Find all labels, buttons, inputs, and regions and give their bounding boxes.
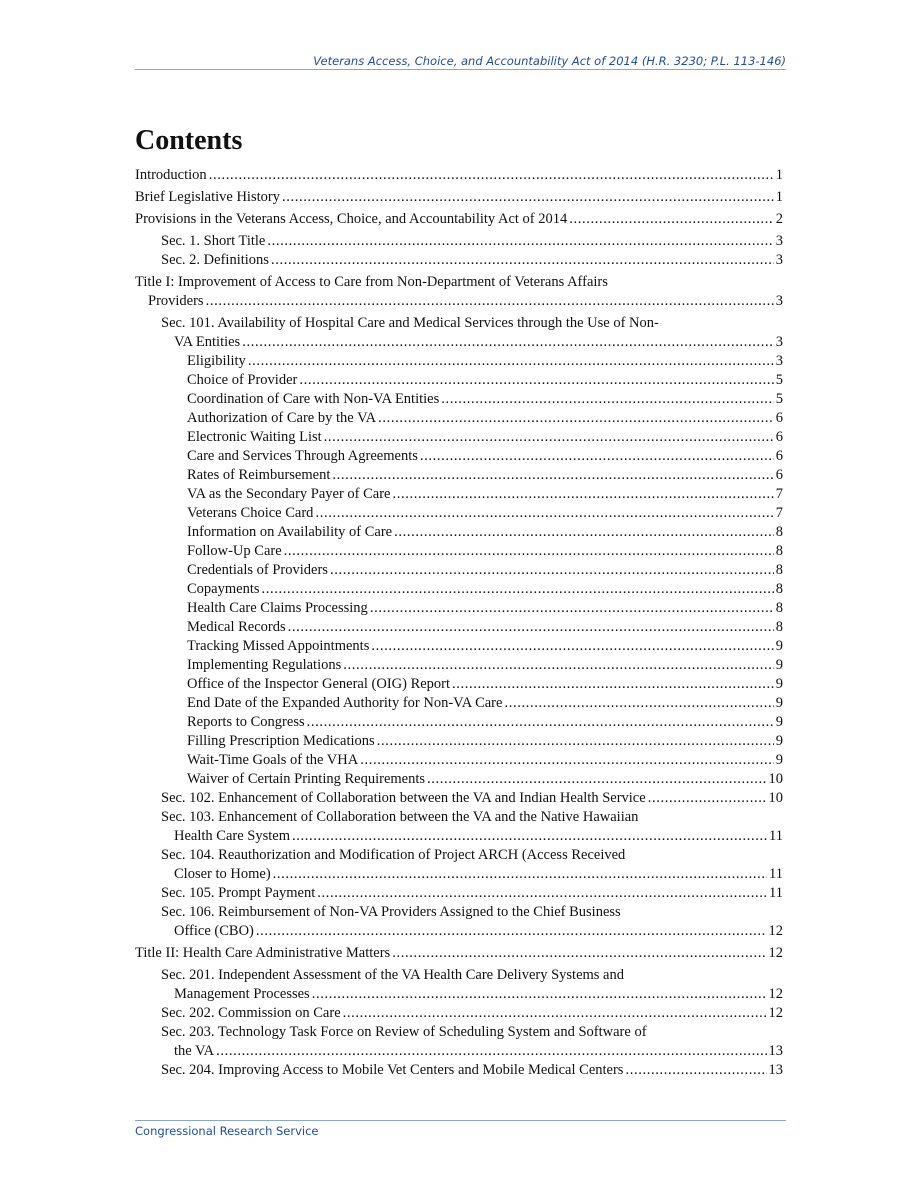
toc-page: 3 <box>775 233 783 249</box>
table-of-contents <box>135 166 783 1080</box>
leader-dots <box>317 884 767 903</box>
toc-entry-sec2[interactable] <box>135 251 783 270</box>
toc-page: 6 <box>775 448 783 464</box>
toc-entry-title1[interactable] <box>135 273 783 311</box>
toc-label-line1: Sec. 203. Technology Task Force on Review of Scheduling System and Software of <box>161 1024 647 1040</box>
toc-label-line1: Sec. 104. Reauthorization and Modification of Project ARCH (Access Received <box>161 847 626 863</box>
leader-dots <box>299 371 773 390</box>
toc-label: Sec. 2. Definitions <box>161 252 269 268</box>
leader-dots <box>394 523 774 542</box>
toc-label: Coordination of Care with Non-VA Entities <box>187 391 440 407</box>
toc-page: 9 <box>775 714 783 730</box>
toc-page: 7 <box>775 486 783 502</box>
toc-entry-brief-history[interactable] <box>135 188 783 207</box>
leader-dots <box>343 656 774 675</box>
toc-entry-title2[interactable] <box>135 944 783 963</box>
toc-page: 9 <box>775 638 783 654</box>
leader-dots <box>648 789 767 808</box>
toc-label: Copayments <box>187 581 260 597</box>
toc-label: Office of the Inspector General (OIG) Report <box>187 676 451 692</box>
leader-dots <box>420 447 774 466</box>
header-rule <box>135 69 786 70</box>
toc-label: Filling Prescription Medications <box>187 733 375 749</box>
toc-page: 9 <box>775 676 783 692</box>
leader-dots <box>248 352 774 371</box>
leader-dots <box>206 292 774 311</box>
toc-page: 11 <box>769 828 783 844</box>
leader-dots <box>392 485 773 504</box>
toc-label-line2: Closer to Home) <box>174 866 271 882</box>
leader-dots <box>392 944 766 963</box>
footer-text: Congressional Research Service <box>135 1124 319 1138</box>
toc-page: 12 <box>768 1005 783 1021</box>
toc-label: Provisions in the Veterans Access, Choice, and Accountability Act of 2014 <box>135 211 568 227</box>
toc-page: 3 <box>775 353 783 369</box>
leader-dots <box>282 188 774 207</box>
toc-entry-sec105[interactable] <box>135 884 783 903</box>
toc-subentry[interactable] <box>135 428 783 447</box>
toc-page: 10 <box>768 771 783 787</box>
toc-entry-introduction[interactable] <box>135 166 783 185</box>
toc-label: Sec. 202. Commission on Care <box>161 1005 341 1021</box>
toc-page: 8 <box>775 600 783 616</box>
toc-subentry[interactable] <box>135 504 783 523</box>
toc-page: 7 <box>775 505 783 521</box>
toc-subentry[interactable] <box>135 447 783 466</box>
toc-entry-sec203[interactable] <box>135 1023 783 1061</box>
leader-dots <box>242 333 774 352</box>
toc-label: Sec. 102. Enhancement of Collaboration between the VA and Indian Health Service <box>161 790 646 806</box>
toc-page: 6 <box>775 467 783 483</box>
leader-dots <box>315 504 773 523</box>
toc-label-line1: Sec. 103. Enhancement of Collaboration between the VA and the Native Hawaiian <box>161 809 639 825</box>
leader-dots <box>216 1042 766 1061</box>
toc-page: 9 <box>775 657 783 673</box>
toc-label: Reports to Congress <box>187 714 305 730</box>
toc-subentry[interactable] <box>135 371 783 390</box>
toc-subentry[interactable] <box>135 732 783 751</box>
leader-dots <box>332 466 773 485</box>
toc-label: Title II: Health Care Administrative Matters <box>135 945 391 961</box>
toc-entry-sec1[interactable] <box>135 232 783 251</box>
toc-page: 13 <box>768 1062 783 1078</box>
toc-page: 8 <box>775 562 783 578</box>
leader-dots <box>370 599 774 618</box>
toc-entry-provisions[interactable] <box>135 210 783 229</box>
toc-page: 8 <box>775 543 783 559</box>
toc-page: 3 <box>775 252 783 268</box>
toc-label: Brief Legislative History <box>135 189 280 205</box>
toc-subentry[interactable] <box>135 694 783 713</box>
leader-dots <box>271 251 774 270</box>
toc-subentry[interactable] <box>135 580 783 599</box>
leader-dots <box>262 580 774 599</box>
toc-page: 11 <box>769 866 783 882</box>
toc-entry-sec101[interactable] <box>135 314 783 352</box>
toc-label: Waiver of Certain Printing Requirements <box>187 771 426 787</box>
toc-label: Care and Services Through Agreements <box>187 448 418 464</box>
toc-label: End Date of the Expanded Authority for Non-VA Care <box>187 695 503 711</box>
toc-label-line1: Sec. 106. Reimbursement of Non-VA Providers Assigned to the Chief Business <box>161 904 621 920</box>
toc-label-line1: Sec. 101. Availability of Hospital Care and Medical Services through the Use of Non- <box>161 315 659 331</box>
toc-page: 12 <box>768 945 783 961</box>
toc-label: Health Care Claims Processing <box>187 600 368 616</box>
toc-subentry[interactable] <box>135 409 783 428</box>
leader-dots <box>371 637 773 656</box>
toc-subentry[interactable] <box>135 770 783 789</box>
toc-page: 9 <box>775 695 783 711</box>
toc-subentry[interactable] <box>135 599 783 618</box>
leader-dots <box>569 210 774 229</box>
toc-page: 6 <box>775 429 783 445</box>
toc-label: Choice of Provider <box>187 372 298 388</box>
leader-dots <box>324 428 774 447</box>
toc-label: Authorization of Care by the VA <box>187 410 377 426</box>
toc-label: Introduction <box>135 167 207 183</box>
toc-label: Wait-Time Goals of the VHA <box>187 752 359 768</box>
leader-dots <box>378 409 774 428</box>
toc-label-line1: Sec. 201. Independent Assessment of the VA Health Care Delivery Systems and <box>161 967 624 983</box>
leader-dots <box>452 675 774 694</box>
toc-page: 5 <box>775 391 783 407</box>
toc-label: VA as the Secondary Payer of Care <box>187 486 391 502</box>
toc-label: Electronic Waiting List <box>187 429 322 445</box>
toc-page: 8 <box>775 619 783 635</box>
toc-subentry[interactable] <box>135 751 783 770</box>
toc-label-line2: the VA <box>174 1043 215 1059</box>
leader-dots <box>360 751 774 770</box>
toc-page: 12 <box>768 986 783 1002</box>
toc-label-line2: Providers <box>148 293 204 309</box>
toc-label: Implementing Regulations <box>187 657 342 673</box>
toc-page: 5 <box>775 372 783 388</box>
leader-dots <box>288 618 774 637</box>
toc-subentry[interactable] <box>135 390 783 409</box>
toc-label-line2: VA Entities <box>174 334 241 350</box>
toc-label: Eligibility <box>187 353 246 369</box>
toc-page: 9 <box>775 752 783 768</box>
toc-page: 8 <box>775 581 783 597</box>
toc-label: Tracking Missed Appointments <box>187 638 370 654</box>
page-title: Contents <box>135 125 243 156</box>
leader-dots <box>307 713 774 732</box>
leader-dots <box>292 827 767 846</box>
toc-entry-sec201[interactable] <box>135 966 783 1004</box>
toc-entry-sec202[interactable] <box>135 1004 783 1023</box>
toc-page: 8 <box>775 524 783 540</box>
leader-dots <box>209 166 774 185</box>
leader-dots <box>441 390 774 409</box>
toc-label-line1: Title I: Improvement of Access to Care from Non-Department of Veterans Affairs <box>135 274 608 290</box>
toc-label: Rates of Reimbursement <box>187 467 331 483</box>
toc-entry-sec204[interactable] <box>135 1061 783 1080</box>
toc-subentry[interactable] <box>135 523 783 542</box>
toc-page: 3 <box>775 334 783 350</box>
toc-page: 13 <box>768 1043 783 1059</box>
toc-label-line2: Management Processes <box>174 986 310 1002</box>
toc-page: 2 <box>775 211 783 227</box>
toc-label: Sec. 1. Short Title <box>161 233 266 249</box>
toc-label: Sec. 105. Prompt Payment <box>161 885 316 901</box>
toc-subentry[interactable] <box>135 542 783 561</box>
toc-label: Sec. 204. Improving Access to Mobile Vet Centers and Mobile Medical Centers <box>161 1062 624 1078</box>
toc-label: Follow-Up Care <box>187 543 282 559</box>
toc-subentry[interactable] <box>135 485 783 504</box>
toc-label: Information on Availability of Care <box>187 524 393 540</box>
leader-dots <box>312 985 767 1004</box>
leader-dots <box>284 542 774 561</box>
toc-page: 11 <box>769 885 783 901</box>
toc-page: 12 <box>768 923 783 939</box>
toc-subentry[interactable] <box>135 618 783 637</box>
toc-label-line2: Office (CBO) <box>174 923 254 939</box>
toc-label-line2: Health Care System <box>174 828 290 844</box>
leader-dots <box>267 232 773 251</box>
toc-page: 6 <box>775 410 783 426</box>
toc-page: 1 <box>775 167 783 183</box>
toc-subentry[interactable] <box>135 713 783 732</box>
toc-subentry[interactable] <box>135 352 783 371</box>
leader-dots <box>377 732 774 751</box>
leader-dots <box>330 561 774 580</box>
leader-dots <box>504 694 773 713</box>
toc-subentry[interactable] <box>135 637 783 656</box>
leader-dots <box>343 1004 767 1023</box>
leader-dots <box>625 1061 766 1080</box>
footer-rule <box>135 1120 786 1121</box>
toc-entry-sec106[interactable] <box>135 903 783 941</box>
leader-dots <box>427 770 766 789</box>
leader-dots <box>273 865 767 884</box>
leader-dots <box>256 922 767 941</box>
toc-page: 9 <box>775 733 783 749</box>
toc-page: 3 <box>775 293 783 309</box>
toc-sub101-list <box>135 352 783 789</box>
running-header: Veterans Access, Choice, and Accountability Act of 2014 (H.R. 3230; P.L. 113-146) <box>313 54 786 68</box>
toc-subentry[interactable] <box>135 675 783 694</box>
toc-subentry[interactable] <box>135 466 783 485</box>
toc-entry-sec102[interactable] <box>135 789 783 808</box>
toc-entry-sec103[interactable] <box>135 808 783 846</box>
toc-page: 1 <box>775 189 783 205</box>
toc-page: 10 <box>768 790 783 806</box>
toc-label: Medical Records <box>187 619 286 635</box>
toc-entry-sec104[interactable] <box>135 846 783 884</box>
toc-subentry[interactable] <box>135 561 783 580</box>
toc-label: Veterans Choice Card <box>187 505 314 521</box>
toc-label: Credentials of Providers <box>187 562 328 578</box>
toc-subentry[interactable] <box>135 656 783 675</box>
